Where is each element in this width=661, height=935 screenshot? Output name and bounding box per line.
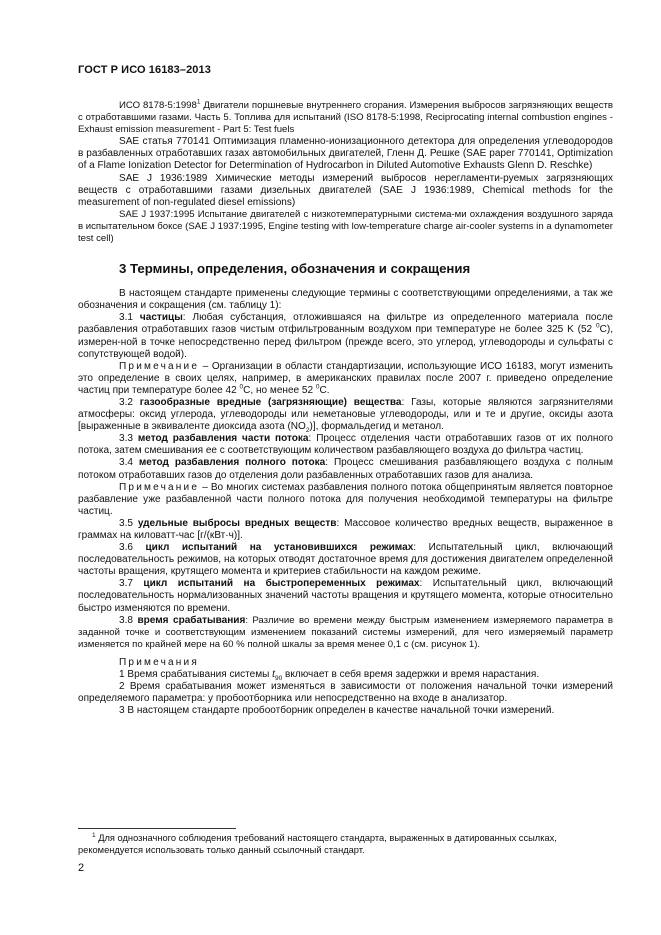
term-3-3: 3.3 метод разбавления части потока: Процесс отделения части отработавших газов от их полного потока, затем смешивания ее с соответствующим количеством разбавляющего воздуха до фильтра частиц. [78, 433, 614, 457]
note-item-1: 1 Время срабатывания системы $t_{90}$ включает в себя время задержки и время нарастания. [119, 669, 540, 683]
term-3-5: 3.5 удельные выбросы вредных веществ: Массовое количество вредных веществ, выраженное в граммах на киловатт-час [г/(кВт·ч)]. [78, 517, 613, 541]
reference-iso-8178-5: ИСО 8178-5:1998$^1$ Двигатели поршневые внутреннего сгорания. Измерения выбросов загрязняющих веществ с отработавшими газами. Часть 5. Топлива для испытаний (ISO 8178-5:1998, Reciprocating internal combustion engines - Exhaust emission measurement - Part 5: Test fuels [78, 98, 613, 136]
footnote-marker: 1 [196, 98, 201, 106]
note-item-2: 2 Время срабатывания может изменяться в зависимости от положения начальной точки измерений определяемого параметра: у пробоотборника или непосредственно на входе в анализатор. [78, 681, 613, 705]
page-number: 2 [78, 862, 85, 874]
term-3-2: 3.2 газообразные вредные (загрязняющие) вещества: Газы, которые являются загрязнителями атмосферы: оксид углерода, углеводороды или неметановые углеводороды, или и те и другие, оксиды азота [выраженные в эквиваленте диоксида азота $(NO_2)$], формальдегид и метанол. [78, 396, 613, 435]
term-3-7: 3.7 цикл испытаний на быстропеременных режимах: Испытательный цикл, включающий последовательность нормализованных значений частоты вращения и крутящего момента, которые относительно быстро изменяются по времени. [78, 578, 613, 614]
section-intro: В настоящем стандарте применены следующие термины с соответствующими определениями, а так же обозначения и сокращения (см. таблицу 1): [78, 288, 613, 312]
reference-sae-j1937: SAE J 1937:1995 Испытание двигателей с низкотемпературными система-ми охлаждения воздушного заряда в испытательном боксе (SAE J 1937:1995, Engine testing with low-temperature charge air-cooler systems in a dynamometer test cell) [78, 208, 613, 245]
note-3-1: Примечание – Организации в области стандартизации, использующие ИСО 16183, могут изменить это определение в своих целях, например, в американских правилах после 2007 г. приведено определение частиц при температуре более 42 $^0$C, но менее 52 $^0$C. [78, 360, 613, 396]
term-3-4: 3.4 метод разбавления полного потока: Процесс смешивания разбавляющего воздуха с полным потоком отработавших газов до отделения доли разбавленных отработавших газов для анализа. [78, 457, 613, 481]
notes-label: Примечания [119, 656, 200, 668]
reference-sae-770141: SAE статья 770141 Оптимизация пламенно-ионизационного детектора для определения углеводородов в разбавленных отработавших газах автомобильных двигателей, Гленн Д. Решке (SAE paper 770141, Optimization of a Flame Ionization Detector for Determination of Hydrocarbon in Diluted Automotive Exhausts Glenn D. Reschke) [78, 136, 613, 172]
note-item-3: 3 В настоящем стандарте пробоотборник определен в качестве начальной точки измерений. [119, 705, 555, 717]
note-3-4: Примечание – Во многих системах разбавления полного потока общепринятым является повторное разбавление уже разбавленной части полного потока для получения необходимой температуры на фильтре частиц. [78, 481, 613, 517]
footnote-divider [78, 828, 236, 829]
section-heading: 3 Термины, определения, обозначения и сокращения [119, 261, 471, 277]
document-code: ГОСТ Р ИСО 16183–2013 [78, 64, 211, 76]
footnote: $^1$ Для однозначного соблюдения требований настоящего стандарта, выраженных в датированных ссылках, рекомендуется использовать только данный ссылочный стандарт. [78, 831, 557, 855]
term-3-1: 3.1 частицы: Любая субстанция, отложившаяся на фильтре из определенного материала после разбавления отработавших газов чистым отфильтрованным воздухом при температуре не более 325 K (52 $^0$C), измерен-ной в точке непосредственно перед фильтром (прежде всего, это углерод, углеводороды и сульфаты с сопутствующей водой). [78, 312, 613, 360]
term-3-6: 3.6 цикл испытаний на установившихся режимах: Испытательный цикл, включающий последовательность режимов, на которых отводят достаточное время для достижения двигателем определенной частоты вращения, крутящего момента и критериев стабильности на каждом режиме. [78, 542, 614, 578]
footnote-mark: 1 [92, 831, 96, 839]
reference-sae-j1936: SAE J 1936:1989 Химические методы измерений выбросов нерегламенти-руемых загрязняющих веществ с отработавшими газами дизельных двигателей (SAE J 1936:1989, Chemical methods for the measurement of non-regulated diesel emissions) [78, 172, 613, 208]
page-body [78, 100, 613, 717]
term-3-8: 3.8 время срабатывания: Различие во времени между быстрым изменением измеряемого параметра в заданной точке и соответствующим изменением показаний системы измерений, для чего измеряемый параметр изменяется по крайней мере на 60 % полной шкалы за время менее 0,1 с (см. рисунок 1). [78, 614, 613, 650]
